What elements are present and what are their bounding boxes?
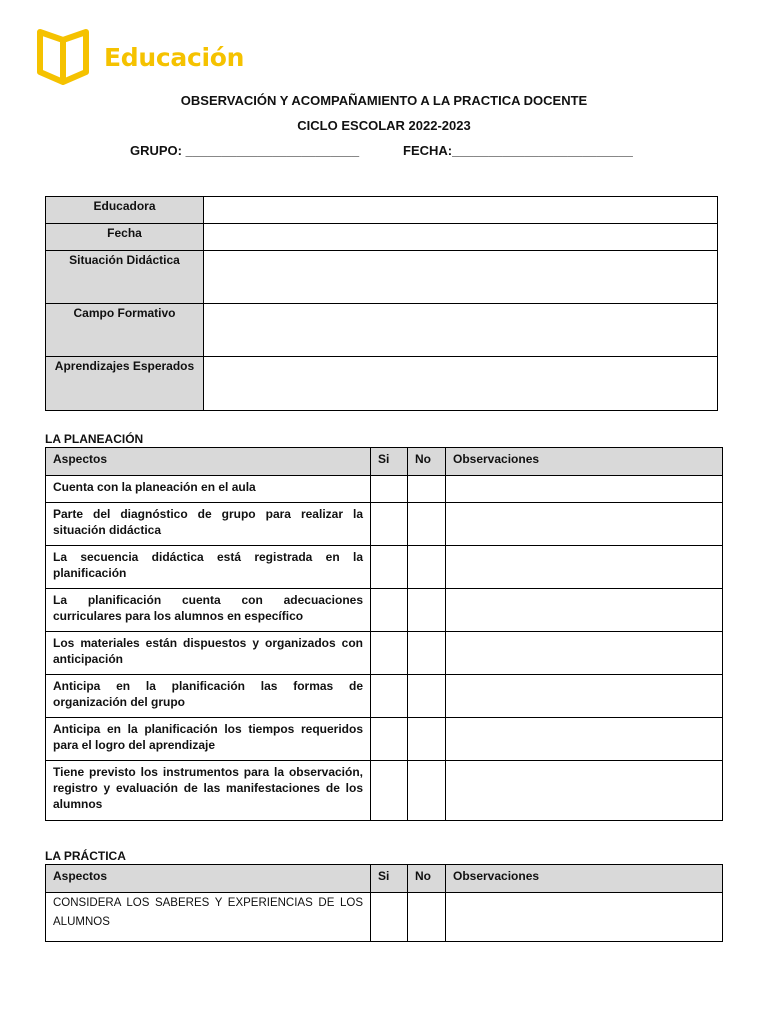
no-cell[interactable] — [408, 589, 446, 632]
table-row — [46, 761, 723, 821]
info-label: Situación Didáctica — [46, 251, 204, 304]
no-cell[interactable] — [408, 546, 446, 589]
info-value[interactable] — [204, 304, 718, 357]
table-header-row — [46, 865, 723, 893]
practica-title: LA PRÁCTICA — [45, 849, 126, 863]
info-label: Fecha — [46, 224, 204, 251]
planeacion-table — [45, 447, 723, 821]
no-cell[interactable] — [408, 893, 446, 942]
info-value[interactable] — [204, 251, 718, 304]
table-row — [46, 589, 723, 632]
aspect-text: Anticipa en la planificación las formas de organización del grupo — [46, 675, 371, 718]
info-value[interactable] — [204, 197, 718, 224]
document-title: OBSERVACIÓN Y ACOMPAÑAMIENTO A LA PRACTICA DOCENTE — [180, 93, 588, 108]
aspect-text: Los materiales están dispuestos y organizados con anticipación — [46, 632, 371, 675]
col-header-aspectos: Aspectos — [46, 448, 371, 476]
si-cell[interactable] — [371, 893, 408, 942]
info-table — [45, 196, 718, 411]
no-cell[interactable] — [408, 761, 446, 821]
aspect-text: Cuenta con la planeación en el aula — [46, 476, 371, 503]
si-cell[interactable] — [371, 632, 408, 675]
table-row — [46, 675, 723, 718]
info-row — [46, 197, 718, 224]
no-cell[interactable] — [408, 632, 446, 675]
info-row — [46, 357, 718, 411]
col-header-no: No — [408, 865, 446, 893]
col-header-no: No — [408, 448, 446, 476]
si-cell[interactable] — [371, 761, 408, 821]
practica-table — [45, 864, 723, 942]
col-header-observaciones: Observaciones — [446, 448, 723, 476]
col-header-si: Si — [371, 865, 408, 893]
si-cell[interactable] — [371, 546, 408, 589]
observaciones-cell[interactable] — [446, 893, 723, 942]
observaciones-cell[interactable] — [446, 589, 723, 632]
no-cell[interactable] — [408, 476, 446, 503]
col-header-si: Si — [371, 448, 408, 476]
si-cell[interactable] — [371, 718, 408, 761]
info-row — [46, 224, 718, 251]
table-row — [46, 718, 723, 761]
brand-logo — [36, 28, 244, 86]
info-label: Campo Formativo — [46, 304, 204, 357]
observaciones-cell[interactable] — [446, 476, 723, 503]
observaciones-cell[interactable] — [446, 546, 723, 589]
info-value[interactable] — [204, 224, 718, 251]
no-cell[interactable] — [408, 675, 446, 718]
table-row — [46, 503, 723, 546]
brand-name: Educación — [104, 42, 245, 72]
col-header-aspectos: Aspectos — [46, 865, 371, 893]
school-cycle: CICLO ESCOLAR 2022-2023 — [297, 118, 471, 133]
observaciones-cell[interactable] — [446, 718, 723, 761]
open-book-icon — [36, 28, 90, 86]
observaciones-cell[interactable] — [446, 503, 723, 546]
aspect-text: Anticipa en la planificación los tiempos requeridos para el logro del aprendizaje — [46, 718, 371, 761]
info-label: Aprendizajes Esperados — [46, 357, 204, 411]
si-cell[interactable] — [371, 503, 408, 546]
aspect-text: CONSIDERA LOS SABERES Y EXPERIENCIAS DE LOS ALUMNOS — [46, 893, 371, 942]
observaciones-cell[interactable] — [446, 761, 723, 821]
aspect-text: Tiene previsto los instrumentos para la observación, registro y evaluación de las manifestaciones de los alumnos — [46, 761, 371, 821]
si-cell[interactable] — [371, 675, 408, 718]
observaciones-cell[interactable] — [446, 632, 723, 675]
table-row — [46, 893, 723, 942]
col-header-observaciones: Observaciones — [446, 865, 723, 893]
aspect-text: La planificación cuenta con adecuaciones curriculares para los alumnos en específico — [46, 589, 371, 632]
observaciones-cell[interactable] — [446, 675, 723, 718]
table-row — [46, 546, 723, 589]
info-value[interactable] — [204, 357, 718, 411]
table-row — [46, 476, 723, 503]
fecha-field: FECHA:_________________________ — [403, 143, 633, 158]
info-label: Educadora — [46, 197, 204, 224]
planeacion-title: LA PLANEACIÓN — [45, 432, 144, 446]
no-cell[interactable] — [408, 503, 446, 546]
no-cell[interactable] — [408, 718, 446, 761]
aspect-text: La secuencia didáctica está registrada en la planificación — [46, 546, 371, 589]
si-cell[interactable] — [371, 589, 408, 632]
info-row — [46, 304, 718, 357]
table-header-row — [46, 448, 723, 476]
aspect-text: Parte del diagnóstico de grupo para realizar la situación didáctica — [46, 503, 371, 546]
table-row — [46, 632, 723, 675]
grupo-field: GRUPO: ________________________ — [130, 143, 360, 158]
si-cell[interactable] — [371, 476, 408, 503]
info-row — [46, 251, 718, 304]
